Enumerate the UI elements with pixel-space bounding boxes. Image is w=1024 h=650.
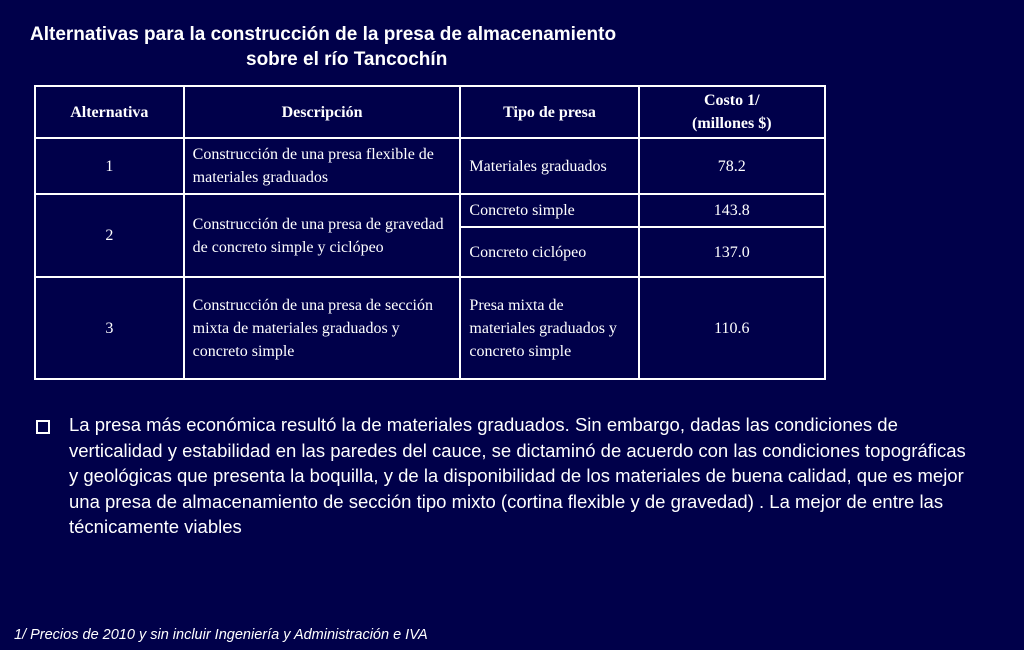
header-tipo: Tipo de presa [460, 86, 638, 138]
header-costo [639, 86, 825, 138]
slide-title [0, 22, 740, 72]
table-row [35, 277, 825, 379]
header-alternativa: Alternativa [35, 86, 184, 138]
conclusion-bullet [36, 412, 966, 540]
title-line-1: Alternativas para la construcción de la presa de almacenamiento [30, 24, 617, 45]
cell-costo: 143.8 [639, 194, 825, 227]
cell-alternativa: 1 [35, 138, 184, 194]
cell-costo: 78.2 [639, 138, 825, 194]
table-row [35, 138, 825, 194]
table-header-row [35, 86, 825, 138]
cell-alternativa: 2 [35, 194, 184, 277]
cell-tipo: Concreto simple [460, 194, 638, 227]
cell-descripcion: Construcción de una presa de sección mixta de materiales graduados y concreto simple [184, 277, 461, 379]
square-bullet-icon [36, 420, 50, 434]
cell-tipo: Concreto ciclópeo [460, 227, 638, 277]
header-costo-line-2: (millones $) [692, 115, 772, 132]
title-line-2: sobre el río Tancochín [246, 49, 448, 70]
cell-costo: 110.6 [639, 277, 825, 379]
cell-alternativa: 3 [35, 277, 184, 379]
conclusion-text: La presa más económica resultó la de materiales graduados. Sin embargo, dadas las condiciones de verticalidad y estabilidad en las paredes del cauce, se dictaminó de acuerdo con las condiciones topográficas y geológicas que presenta la boquilla, y de la disponibilidad de los materiales de buena calidad, que es mejor una presa de almacenamiento de sección tipo mixto (cortina flexible y de gravedad) . La mejor de entre las técnicamente viables [69, 414, 966, 537]
cell-descripcion: Construcción de una presa de gravedad de concreto simple y ciclópeo [184, 194, 461, 277]
alternatives-table [34, 85, 826, 380]
cell-tipo: Presa mixta de materiales graduados y concreto simple [460, 277, 638, 379]
cell-descripcion: Construcción de una presa flexible de materiales graduados [184, 138, 461, 194]
header-costo-line-1: Costo 1/ [704, 92, 760, 109]
header-descripcion: Descripción [184, 86, 461, 138]
table-row [35, 194, 825, 227]
cell-tipo: Materiales graduados [460, 138, 638, 194]
cell-costo: 137.0 [639, 227, 825, 277]
footnote: 1/ Precios de 2010 y sin incluir Ingeniería y Administración e IVA [14, 627, 428, 643]
